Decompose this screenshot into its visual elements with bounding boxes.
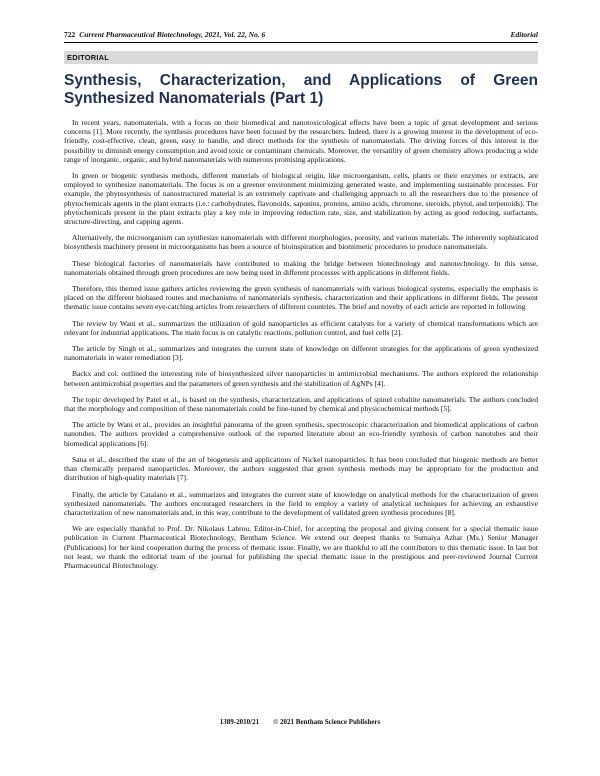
section-type: Editorial — [510, 30, 538, 39]
section-label: EDITORIAL — [64, 51, 538, 64]
paragraph: Backx and col. outlined the interesting role of biosynthesized silver nanoparticles in antimicrobial mechanisms. The authors explored the relationship between antimicrobial properties and the parameters of green synthesis and the stabilization of AgNPs [4]. — [64, 369, 538, 388]
page-footer — [0, 718, 600, 726]
article-title: Synthesis, Characterization, and Applications of Green Synthesized Nanomaterials (Part 1) — [64, 72, 538, 107]
paragraph: The topic developed by Patel et al., is based on the synthesis, characterization, and applications of spinel cobaltite nanomaterials. The authors concluded that the morphology and composition of these nanomaterials could be fine-tuned by chemical and physicochemical methods [5]. — [64, 394, 538, 414]
paragraph: Alternatively, the microorganism can synthesize nanomaterials with different morphologies, porosity, and various materials. The inherently sophisticated biosynthesis machinery present in microorganisms has been a source of bioinspiration and biomimetic procedures to produce nanomaterials. — [64, 233, 538, 252]
article-page — [64, 30, 538, 577]
copyright-notice: © 2021 Bentham Science Publishers — [273, 718, 381, 726]
journal-citation: Current Pharmaceutical Biotechnology, 2021, Vol. 22, No. 6 — [79, 30, 266, 39]
paragraph: The review by Wani et al., summarizes the utilization of gold nanoparticles as efficient catalysts for a variety of chemical transformations which are relevant for industrial applications. The main focus is on catalytic reactions, pollution control, and fuel cells [2]. — [64, 318, 538, 337]
paragraph: Finally, the article by Catalano et al., summarizes and integrates the current state of knowledge on analytical methods for the characterization of green synthesized nanomaterials. The authors encouraged researchers in the field to employ a variety of analytical techniques for achieving an exhaustive characterization of new nanomaterials and, in this way, contribute to the development of validated green synthesis procedures [8]. — [64, 489, 538, 517]
paragraph: Sana et al., described the state of the art of biogenesis and applications of Nickel nanoparticles. It has been concluded that biogenic methods are better than chemically prepared nanoparticles. Moreover, the authors suggested that green synthesis methods may be appropriate for the production and distribution of high-quality materials [7]. — [64, 454, 538, 483]
paragraph: These biological factories of nanomaterials have contributed to making the bridge between biotechnology and nanotechnology. In this sense, nanomaterials obtained through green procedures are now being used in different processes with applications in different fields. — [64, 258, 538, 277]
issn-code: 1389-2010/21 — [219, 718, 260, 726]
paragraph: The article by Singh et al., summarizes and integrates the current state of knowledge on different strategies for the applications of green synthesized nanomaterials in water remediation [3]. — [64, 344, 538, 363]
paragraph: In green or biogenic synthesis methods, different materials of biological origin, like microorganism, cells, plants or their enzymes or extracts, are employed to synthesize nanomaterials. The focus is on a greener environment minimizing generated waste, and implementing sustainable processes. For example, the phytosynthesis of nanostructured material is an extremely captivate and challenging approach to all the researchers due to the presence of phytochemicals agents in the plant extracts (i.e.: carbohydrates, flavonoids, saponins, proteins, amino acids, chromone, steroids, phytol, and terpenoids). The phytochemicals present in the plant extracts play a key role in improving reduction rate, size, and stabilization by acting as good reducing, surfactants, structure-directing, and capping agents. — [64, 171, 538, 227]
paragraph: Therefore, this themed issue gathers articles reviewing the green synthesis of nanomaterials with various biological systems, especially the emphasis is placed on the different biobased routes and mechanisms of nanomaterials synthesis, characterization and their applications in different fields. The present thematic issue contains seven eye-catching articles from researchers of different countries. The brief and novelty of each article are reported in following — [64, 284, 538, 312]
article-body — [64, 118, 538, 570]
running-head-left — [64, 30, 265, 39]
paragraph: We are especially thankful to Prof. Dr. Nikolaus Labrou, Editor-in-Chief, for accepting the proposal and giving consent for a special thematic issue publication in Current Pharmaceutical Biotechnology, Bentham Science. We extend our deepest thanks to Sumaiya Azhar (Ms.) Senior Manager (Publications) for her kind cooperation during the process of thematic issue. Finally, we are thankful to all the contributors to this thematic issue. In last but not least, we thank the editorial team of the journal for publishing the special thematic issue in the prestigious and peer-reviewed Journal Current Pharmaceutical Biotechnology. — [64, 524, 538, 570]
paragraph: In recent years, nanomaterials, with a focus on their biomedical and nanotoxicological effects have been a topic of great development and serious concerns [1]. More recently, the synthesis procedures have been focused by the researchers. Indeed, there is a growing interest in the development of eco-friendly, cost-effective, clean, green, easy to handle, and direct methods for the synthesis of nanomaterials. The driving forces of this interest is the possibility to diminish energy consumption and avoid toxic or contaminant chemicals. Moreover, the versatility of green chemistry allows producing a wide range of inorganic, organic, and hybrid nanomaterials with numerous promising applications. — [64, 118, 538, 164]
page-number: 722 — [64, 30, 76, 39]
running-head — [64, 30, 538, 43]
paragraph: The article by Wani et al., provides an insightful panorama of the green synthesis, spectroscopic characterization and biomedical applications of carbon nanotubes. The authors provided a comprehensive outlook of the reported literature about an eco-friendly synthesis of carbon nanotubes and their biomedical applications [6]. — [64, 420, 538, 448]
